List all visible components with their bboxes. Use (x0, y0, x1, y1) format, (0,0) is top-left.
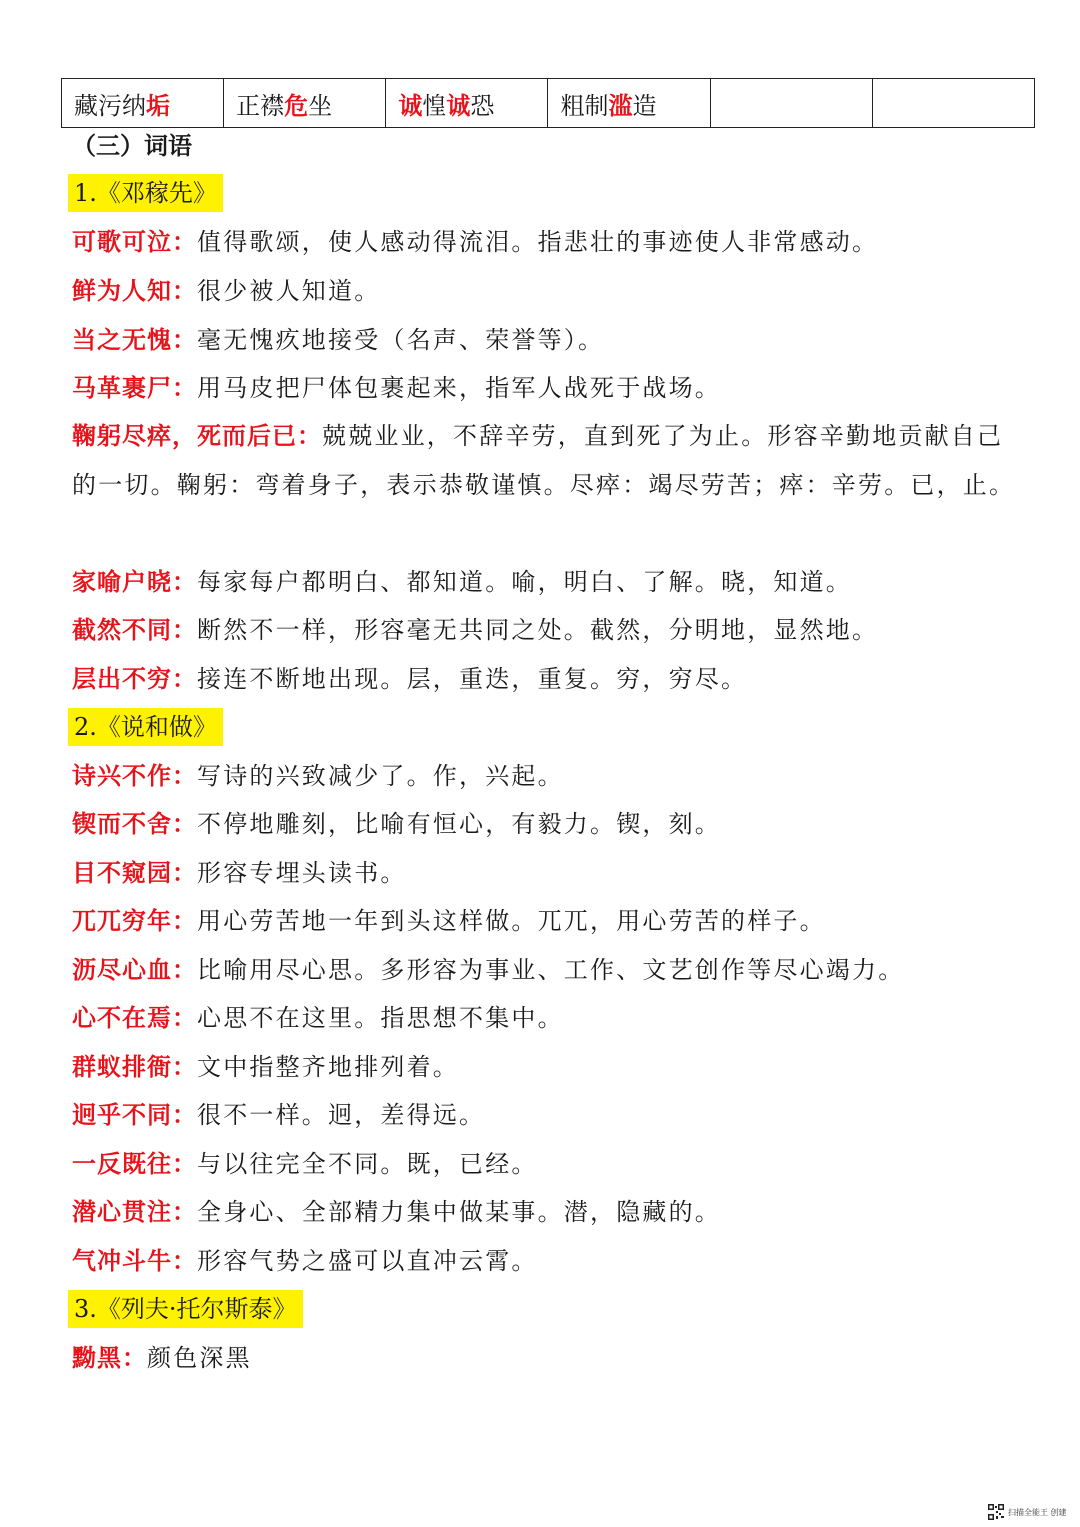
lesson-title: 1.《邓稼先》 (68, 174, 223, 212)
vocab-entry (72, 1140, 1017, 1189)
vocab-definition: 与以往完全不同。既，已经。 (197, 1150, 538, 1178)
lesson-title: 2.《说和做》 (68, 708, 223, 746)
vocab-term: 气冲斗牛 (72, 1247, 172, 1275)
vocab-entry (72, 316, 1017, 365)
vocab-entry (72, 655, 1017, 704)
vocab-term: 当之无愧 (72, 326, 172, 354)
vocab-definition: 形容气势之盛可以直冲云霄。 (197, 1247, 538, 1275)
cell-text: 惶 (422, 91, 447, 120)
cell-text: 粗制 (560, 91, 609, 120)
lesson-title: 3.《列夫·托尔斯泰》 (68, 1290, 303, 1328)
vocab-entry (72, 800, 1017, 849)
vocab-entry (72, 1043, 1017, 1092)
term-separator: ： (172, 1247, 197, 1275)
vocab-definition: 很少被人知道。 (197, 277, 381, 305)
vocab-term: 迥乎不同 (72, 1101, 172, 1129)
term-separator: ： (172, 859, 197, 887)
term-separator: ： (172, 326, 197, 354)
cell-highlight: 危 (284, 91, 309, 120)
vocab-definition: 断然不一样，形容毫无共同之处。截然，分明地，显然地。 (197, 616, 879, 644)
vocab-definition: 接连不断地出现。层，重迭，重复。穷，穷尽。 (197, 665, 748, 693)
cell-text: 恐 (470, 91, 495, 120)
term-separator: ： (172, 1101, 197, 1129)
cell-text: 正襟 (236, 91, 285, 120)
table-cell-empty (872, 79, 1034, 128)
vocab-entry (72, 364, 1017, 413)
vocab-definition: 兢兢业业，不辞辛劳，直到死了为止。形容辛勤地贡献自己的一切。鞠躬：弯着身子，表示恭敬谨慎。尽瘁：竭尽劳苦；瘁：辛劳。已，止。 (72, 422, 1016, 499)
vocab-term: 潜心贯注 (72, 1198, 172, 1226)
vocab-entry (72, 994, 1017, 1043)
term-separator: ： (172, 568, 197, 596)
cell-highlight: 垢 (146, 91, 170, 120)
vocab-definition: 用心劳苦地一年到头这样做。兀兀，用心劳苦的样子。 (197, 907, 826, 935)
term-separator: ： (122, 1344, 147, 1372)
vocab-term: 沥尽心血 (72, 956, 172, 984)
table-cell-empty (710, 79, 872, 128)
vocab-term: 可歌可泣 (72, 228, 172, 256)
vocab-entry (72, 752, 1017, 801)
vocab-definition: 全身心、全部精力集中做某事。潜，隐藏的。 (197, 1198, 721, 1226)
term-separator: ： (172, 762, 197, 790)
vocab-term: 截然不同 (72, 616, 172, 644)
vocab-term: 鲜为人知 (72, 277, 172, 305)
term-separator: ： (172, 1198, 197, 1226)
vocab-definition: 写诗的兴致减少了。作，兴起。 (197, 762, 564, 790)
term-separator: ： (172, 1053, 197, 1081)
term-separator: ： (172, 1150, 197, 1178)
term-separator: ： (172, 810, 197, 838)
vocab-term: 层出不穷 (72, 665, 172, 693)
vocab-entry (72, 849, 1017, 898)
vocab-definition: 毫无愧疚地接受（名声、荣誉等）。 (197, 326, 605, 354)
vocab-definition: 用马皮把尸体包裹起来，指军人战死于战场。 (197, 374, 721, 402)
vocab-entry (72, 1334, 1017, 1383)
cell-text: 坐 (308, 91, 333, 120)
vocab-entry (72, 558, 1017, 607)
vocab-entry (72, 412, 1017, 509)
vocab-term: 黝黑 (72, 1344, 122, 1372)
vocab-definition: 很不一样。迥，差得远。 (197, 1101, 486, 1129)
term-separator: ： (172, 277, 197, 305)
table-row (62, 79, 1035, 128)
vocab-term: 诗兴不作 (72, 762, 172, 790)
term-separator: ： (172, 616, 197, 644)
cell-text: 造 (632, 91, 657, 120)
vocab-entry (72, 946, 1017, 995)
vocab-definition: 文中指整齐地排列着。 (197, 1053, 459, 1081)
term-separator: ： (172, 374, 197, 402)
vocab-entry (72, 1237, 1017, 1286)
vocab-definition: 形容专埋头读书。 (197, 859, 407, 887)
character-table (61, 78, 1035, 128)
vocab-term: 心不在焉 (72, 1004, 172, 1032)
term-separator: ： (297, 422, 322, 450)
term-separator: ： (172, 956, 197, 984)
vocab-term: 目不窥园 (72, 859, 172, 887)
cell-highlight: 滥 (608, 91, 633, 120)
vocab-entry (72, 218, 1017, 267)
footer (988, 1502, 1067, 1522)
term-separator: ： (172, 907, 197, 935)
term-separator: ： (172, 665, 197, 693)
table-cell (62, 79, 224, 128)
vocab-term: 兀兀穷年 (72, 907, 172, 935)
vocab-definition: 颜色深黑 (147, 1344, 252, 1372)
cell-text: 藏污纳 (74, 91, 146, 120)
vocab-definition: 心思不在这里。指思想不集中。 (197, 1004, 564, 1032)
vocab-definition: 每家每户都明白、都知道。喻，明白、了解。晓，知道。 (197, 568, 852, 596)
table-cell (548, 79, 710, 128)
cell-highlight: 诚 (398, 91, 423, 120)
table-cell (224, 79, 386, 128)
qr-code-icon (988, 1504, 1004, 1520)
footer-text: 扫描全能王 创建 (1008, 1507, 1067, 1517)
term-separator: ： (172, 1004, 197, 1032)
vocab-term: 马革裹尸 (72, 374, 172, 402)
vocab-term: 锲而不舍 (72, 810, 172, 838)
table-cell (386, 79, 548, 128)
vocab-definition: 值得歌颂，使人感动得流泪。指悲壮的事迹使人非常感动。 (197, 228, 879, 256)
vocab-definition: 不停地雕刻，比喻有恒心，有毅力。锲，刻。 (197, 810, 721, 838)
vocab-term: 群蚁排衙 (72, 1053, 172, 1081)
vocab-entry (72, 606, 1017, 655)
term-separator: ： (172, 228, 197, 256)
vocab-entry (72, 897, 1017, 946)
vocab-entry (72, 1188, 1017, 1237)
vocab-term: 一反既往 (72, 1150, 172, 1178)
vocab-term: 鞠躬尽瘁，死而后已 (72, 422, 297, 450)
vocab-term: 家喻户晓 (72, 568, 172, 596)
cell-highlight: 诚 (446, 91, 471, 120)
section-title: （三）词语 (72, 132, 192, 160)
vocab-entry (72, 1091, 1017, 1140)
vocab-definition: 比喻用尽心思。多形容为事业、工作、文艺创作等尽心竭力。 (197, 956, 905, 984)
vocab-entry (72, 267, 1017, 316)
